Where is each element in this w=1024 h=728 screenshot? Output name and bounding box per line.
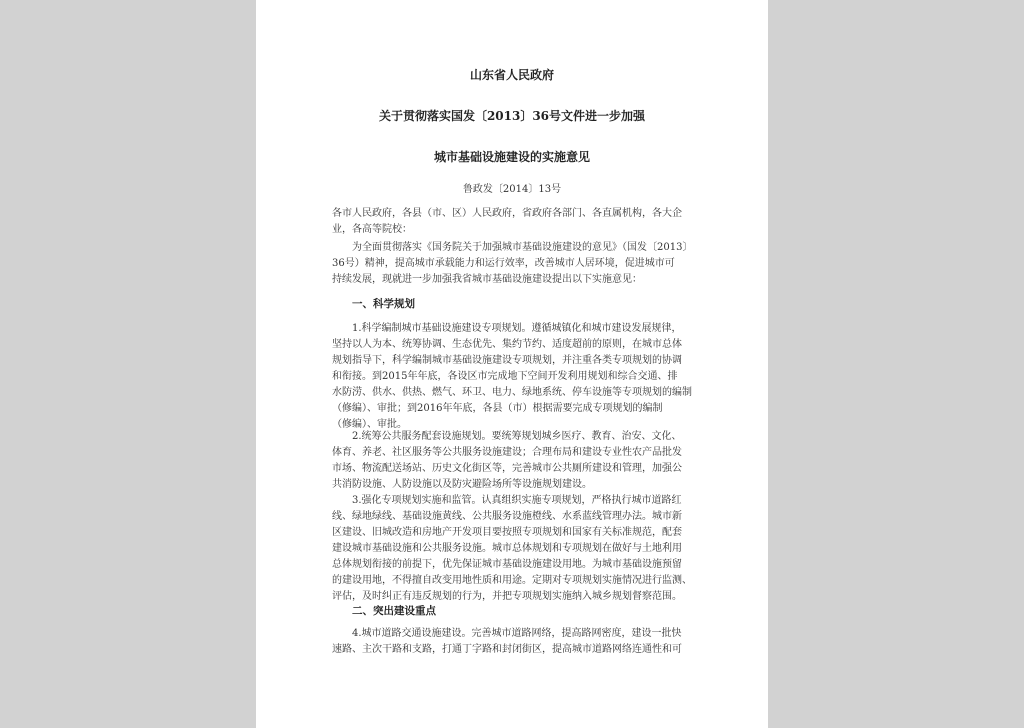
text-line: 评估，及时纠正有违反规划的行为，并把专项规划实施纳入城乡规划督察范围。: [332, 591, 682, 602]
text-line: 区建设、旧城改造和房地产开发项目要按照专项规划和国家有关标准规范，配套: [332, 527, 682, 538]
text-line: 体育、养老、社区服务等公共服务设施建设；合理布局和建设专业性农产品批发: [332, 447, 682, 458]
text-line: （修编）、审批。: [332, 419, 407, 430]
text-line: 各市人民政府，各县（市、区）人民政府，省政府各部门、各直属机构，各大企: [332, 208, 682, 219]
item-3-paragraph: [332, 493, 694, 605]
item-1-paragraph: [332, 321, 694, 433]
text-line: 1.科学编制城市基础设施建设专项规划。遵循城镇化和城市建设发展规律，: [332, 323, 682, 334]
text-line: 为全面贯彻落实《国务院关于加强城市基础设施建设的意见》（国发〔2013〕: [332, 242, 693, 253]
text-line: 的建设用地，不得擅自改变用地性质和用途。定期对专项规划实施情况进行监测、: [332, 575, 692, 586]
text-line: 持续发展，现就进一步加强我省城市基础设施建设提出以下实施意见：: [332, 274, 642, 285]
text-line: 36号）精神，提高城市承载能力和运行效率，改善城市人居环境，促进城市可: [332, 258, 675, 269]
item-4-paragraph: [332, 626, 694, 658]
document-number: 鲁政发〔2014〕13号: [462, 184, 562, 195]
text-line: 和衔接。到2015年年底，各设区市完成地下空间开发利用规划和综合交通、排: [332, 371, 678, 382]
text-line: 2.统筹公共服务配套设施规划。要统筹规划城乡医疗、教育、治安、文化、: [332, 431, 682, 442]
text-line: 市场、物流配送场站、历史文化街区等，完善城市公共厕所建设和管理，加强公: [332, 463, 682, 474]
text-line: 业，各高等院校：: [332, 224, 412, 235]
intro-paragraph: [332, 240, 694, 288]
section-heading-1: 一、科学规划: [352, 298, 415, 310]
issuer-title: 山东省人民政府: [469, 68, 554, 82]
text-line: 坚持以人为本、统筹协调、生态优先、集约节约、适度超前的原则，在城市总体: [332, 339, 682, 350]
addressee-paragraph: [332, 206, 694, 238]
document-title-line-1: 关于贯彻落实国发〔2013〕36号文件进一步加强: [378, 109, 646, 123]
text-line: （修编）、审批；到2016年年底，各县（市）根据需要完成专项规划的编制: [332, 403, 663, 414]
text-line: 建设城市基础设施和公共服务设施。城市总体规划和专项规划在做好与土地利用: [332, 543, 682, 554]
section-heading-2: 二、突出建设重点: [352, 605, 436, 617]
text-line: 水防涝、供水、供热、燃气、环卫、电力、绿地系统、停车设施等专项规划的编制: [332, 387, 692, 398]
text-line: 总体规划衔接的前提下，优先保证城市基础设施建设用地。为城市基础设施预留: [332, 559, 682, 570]
text-line: 共消防设施、人防设施以及防灾避险场所等设施规划建设。: [332, 479, 592, 490]
document-page: [256, 0, 768, 728]
text-line: 4.城市道路交通设施建设。完善城市道路网络，提高路网密度，建设一批快: [332, 628, 682, 639]
document-title-line-2: 城市基础设施建设的实施意见: [433, 150, 590, 164]
item-2-paragraph: [332, 429, 694, 493]
text-line: 3.强化专项规划实施和监管。认真组织实施专项规划，严格执行城市道路红: [332, 495, 682, 506]
text-line: 线、绿地绿线、基础设施黄线、公共服务设施橙线、水系蓝线管理办法。城市新: [332, 511, 682, 522]
text-line: 速路、主次干路和支路，打通丁字路和封闭街区，提高城市道路网络连通性和可: [332, 644, 682, 655]
text-line: 规划指导下，科学编制城市基础设施建设专项规划，并注重各类专项规划的协调: [332, 355, 682, 366]
